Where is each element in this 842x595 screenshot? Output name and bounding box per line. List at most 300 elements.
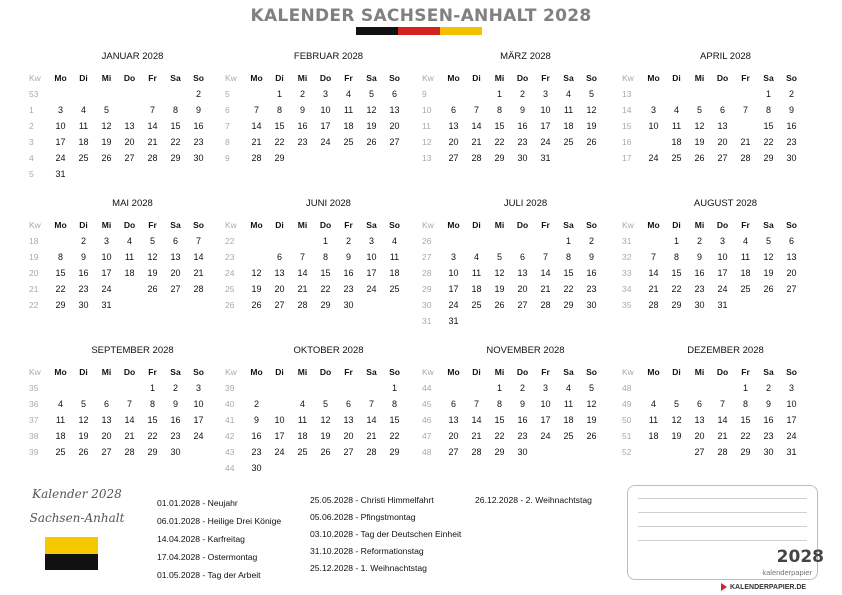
day-cell <box>488 281 511 297</box>
day-cell <box>734 281 757 297</box>
day-cell <box>360 412 383 428</box>
day-number: 22 <box>494 431 505 441</box>
day-number: 19 <box>78 431 89 441</box>
day-number: 29 <box>740 447 751 457</box>
weekday-header: So <box>193 367 204 377</box>
day-cell <box>711 150 734 166</box>
month-grid <box>224 364 409 476</box>
week-number: 20 <box>29 268 39 278</box>
day-cell <box>49 396 72 412</box>
day-number: 30 <box>786 153 797 163</box>
month-grid <box>28 70 213 182</box>
day-number: 25 <box>124 284 135 294</box>
day-cell <box>314 86 337 102</box>
day-number: 27 <box>389 137 400 147</box>
day-cell <box>488 265 511 281</box>
day-number: 12 <box>494 268 505 278</box>
day-number: 3 <box>103 236 109 246</box>
weekday-header: Di <box>672 367 681 377</box>
day-cell <box>95 428 118 444</box>
empty-day-cell <box>534 313 557 329</box>
day-cell <box>757 249 780 265</box>
day-cell <box>711 118 734 134</box>
day-cell <box>245 428 268 444</box>
day-cell <box>780 233 803 249</box>
day-cell <box>534 249 557 265</box>
day-cell <box>383 134 406 150</box>
day-cell <box>465 150 488 166</box>
empty-day-cell <box>465 86 488 102</box>
empty-day-cell <box>580 444 603 460</box>
empty-day-cell <box>465 380 488 396</box>
day-number: 5 <box>673 399 679 409</box>
day-cell <box>711 428 734 444</box>
day-cell <box>164 265 187 281</box>
day-cell <box>49 118 72 134</box>
day-number: 23 <box>193 137 204 147</box>
day-cell <box>711 281 734 297</box>
weekday-header: So <box>389 73 400 83</box>
day-number: 12 <box>251 268 262 278</box>
day-cell <box>757 134 780 150</box>
day-number: 18 <box>389 268 400 278</box>
week-number: 13 <box>622 89 632 99</box>
day-number: 30 <box>517 153 528 163</box>
day-cell <box>580 297 603 313</box>
day-number: 30 <box>251 463 262 473</box>
day-cell <box>580 380 603 396</box>
month-block <box>621 197 806 313</box>
day-cell <box>164 444 187 460</box>
day-cell <box>245 150 268 166</box>
day-number: 28 <box>193 284 204 294</box>
day-number: 26 <box>251 300 262 310</box>
day-number: 29 <box>147 447 158 457</box>
day-number: 9 <box>253 415 259 425</box>
weekday-header: Mi <box>694 220 705 230</box>
weekday-header: Di <box>79 73 88 83</box>
day-number: 15 <box>389 415 400 425</box>
day-cell <box>780 265 803 281</box>
day-cell <box>465 265 488 281</box>
day-number: 8 <box>276 105 282 115</box>
week-number-header: Kw <box>422 220 434 230</box>
day-number: 5 <box>80 399 86 409</box>
empty-day-cell <box>734 86 757 102</box>
weekday-header: Fr <box>148 367 157 377</box>
day-number: 21 <box>648 284 659 294</box>
day-cell <box>187 118 210 134</box>
day-number: 28 <box>717 447 728 457</box>
empty-day-cell <box>245 86 268 102</box>
week-number-header: Kw <box>225 220 237 230</box>
day-cell <box>734 265 757 281</box>
month-name: SEPTEMBER 2028 <box>91 345 174 356</box>
day-number: 29 <box>389 447 400 457</box>
day-number: 10 <box>448 268 459 278</box>
week-number: 5 <box>29 169 34 179</box>
empty-day-cell <box>291 233 314 249</box>
day-number: 20 <box>389 121 400 131</box>
day-number: 5 <box>103 105 109 115</box>
day-cell <box>711 297 734 313</box>
day-number: 13 <box>124 121 135 131</box>
state-flag-black <box>45 554 98 571</box>
day-number: 9 <box>696 252 702 262</box>
day-cell <box>780 134 803 150</box>
day-cell <box>49 102 72 118</box>
day-cell <box>291 281 314 297</box>
day-number: 16 <box>517 121 528 131</box>
weekday-header: Mo <box>447 73 460 83</box>
day-cell <box>291 444 314 460</box>
day-cell <box>268 249 291 265</box>
day-number: 23 <box>763 431 774 441</box>
day-number: 27 <box>786 284 797 294</box>
day-number: 22 <box>274 137 285 147</box>
day-cell <box>118 150 141 166</box>
empty-day-cell <box>72 380 95 396</box>
weekday-header: Mo <box>54 367 67 377</box>
day-cell <box>49 150 72 166</box>
week-number: 44 <box>422 383 432 393</box>
day-cell <box>642 396 665 412</box>
brand-text: KALENDERPAPIER.DE <box>730 583 807 591</box>
day-cell <box>141 428 164 444</box>
day-number: 17 <box>320 121 331 131</box>
day-number: 8 <box>149 399 155 409</box>
day-number: 15 <box>274 121 285 131</box>
empty-day-cell <box>245 233 268 249</box>
holiday-item: 06.01.2028 - Heilige Drei Könige <box>157 516 282 526</box>
day-cell <box>757 233 780 249</box>
weekday-header: So <box>786 367 797 377</box>
weekday-header: So <box>389 220 400 230</box>
day-number: 15 <box>55 268 66 278</box>
empty-day-cell <box>442 380 465 396</box>
day-number: 28 <box>251 153 262 163</box>
weekday-header: Di <box>472 367 481 377</box>
day-number: 12 <box>763 252 774 262</box>
day-number: 8 <box>496 105 502 115</box>
day-cell <box>187 102 210 118</box>
day-number: 27 <box>717 153 728 163</box>
day-cell <box>488 297 511 313</box>
day-number: 17 <box>366 268 377 278</box>
day-number: 21 <box>251 137 262 147</box>
day-cell <box>245 102 268 118</box>
day-number: 30 <box>517 447 528 457</box>
day-number: 27 <box>124 153 135 163</box>
empty-day-cell <box>688 380 711 396</box>
day-cell <box>383 444 406 460</box>
day-number: 21 <box>540 284 551 294</box>
day-cell <box>72 150 95 166</box>
day-cell <box>557 281 580 297</box>
day-number: 26 <box>494 300 505 310</box>
day-cell <box>511 281 534 297</box>
week-number: 31 <box>422 316 432 326</box>
empty-day-cell <box>337 380 360 396</box>
day-cell <box>442 444 465 460</box>
empty-day-cell <box>49 380 72 396</box>
day-cell <box>337 233 360 249</box>
weekday-header: Sa <box>170 220 181 230</box>
day-number: 12 <box>586 105 597 115</box>
weekday-header: Mi <box>101 367 112 377</box>
day-cell <box>642 265 665 281</box>
day-number: 9 <box>519 399 525 409</box>
day-cell <box>337 86 360 102</box>
day-cell <box>711 134 734 150</box>
day-cell <box>49 281 72 297</box>
day-number: 3 <box>719 236 725 246</box>
week-number: 26 <box>225 300 235 310</box>
day-cell <box>557 265 580 281</box>
day-cell <box>442 265 465 281</box>
day-cell <box>688 265 711 281</box>
day-cell <box>72 134 95 150</box>
day-cell <box>711 249 734 265</box>
day-cell <box>245 396 268 412</box>
day-number: 12 <box>671 415 682 425</box>
day-cell <box>360 428 383 444</box>
day-number: 18 <box>563 121 574 131</box>
day-cell <box>49 166 72 182</box>
weekday-header: Do <box>516 73 529 83</box>
day-cell <box>780 396 803 412</box>
day-number: 1 <box>742 383 748 393</box>
day-cell <box>72 265 95 281</box>
day-cell <box>291 249 314 265</box>
day-cell <box>187 380 210 396</box>
day-cell <box>580 233 603 249</box>
weekday-header: Mi <box>101 220 112 230</box>
day-cell <box>688 150 711 166</box>
empty-day-cell <box>465 233 488 249</box>
day-number: 17 <box>448 284 459 294</box>
empty-day-cell <box>511 313 534 329</box>
day-cell <box>164 380 187 396</box>
weekday-header: Do <box>319 73 332 83</box>
day-number: 31 <box>101 300 112 310</box>
day-cell <box>688 444 711 460</box>
day-cell <box>383 428 406 444</box>
day-cell <box>534 428 557 444</box>
weekday-header: Do <box>123 367 136 377</box>
week-number: 38 <box>29 431 39 441</box>
day-number: 25 <box>471 300 482 310</box>
week-number-header: Kw <box>422 73 434 83</box>
weekday-header: Sa <box>366 220 377 230</box>
day-number: 14 <box>193 252 204 262</box>
empty-day-cell <box>360 460 383 476</box>
weekday-header: Fr <box>741 73 750 83</box>
day-cell <box>95 297 118 313</box>
day-cell <box>688 249 711 265</box>
day-cell <box>164 396 187 412</box>
week-number: 47 <box>422 431 432 441</box>
day-cell <box>580 281 603 297</box>
day-cell <box>665 428 688 444</box>
day-cell <box>465 396 488 412</box>
state-flag-yellow <box>45 537 98 554</box>
empty-day-cell <box>141 86 164 102</box>
month-name: MAI 2028 <box>112 198 153 209</box>
day-number: 14 <box>251 121 262 131</box>
day-cell <box>383 396 406 412</box>
weekday-header: So <box>586 367 597 377</box>
day-cell <box>757 86 780 102</box>
day-number: 22 <box>763 137 774 147</box>
day-cell <box>580 118 603 134</box>
empty-day-cell <box>95 380 118 396</box>
day-number: 28 <box>540 300 551 310</box>
brand-logo[interactable] <box>721 583 806 591</box>
month-grid <box>421 364 606 460</box>
holiday-day-cell <box>734 118 757 134</box>
week-number: 32 <box>622 252 632 262</box>
day-cell <box>187 86 210 102</box>
day-cell <box>164 118 187 134</box>
day-cell <box>164 233 187 249</box>
day-number: 16 <box>763 415 774 425</box>
day-number: 27 <box>448 447 459 457</box>
day-number: 18 <box>78 137 89 147</box>
day-cell <box>314 444 337 460</box>
weekday-header: Fr <box>148 220 157 230</box>
day-number: 25 <box>78 153 89 163</box>
day-number: 4 <box>391 236 397 246</box>
month-name: JUNI 2028 <box>306 198 351 209</box>
day-cell <box>465 118 488 134</box>
day-number: 20 <box>448 431 459 441</box>
day-cell <box>642 102 665 118</box>
day-cell <box>187 428 210 444</box>
empty-day-cell <box>383 460 406 476</box>
day-number: 13 <box>694 415 705 425</box>
day-cell <box>688 233 711 249</box>
day-cell <box>488 428 511 444</box>
day-cell <box>465 412 488 428</box>
weekday-header: So <box>786 220 797 230</box>
day-cell <box>72 396 95 412</box>
flag-stripe-gold <box>440 27 482 35</box>
day-number: 1 <box>57 236 63 246</box>
day-cell <box>245 412 268 428</box>
holiday-day-cell <box>118 102 141 118</box>
day-cell <box>314 396 337 412</box>
day-number: 15 <box>170 121 181 131</box>
day-number: 11 <box>55 415 66 425</box>
holiday-day-cell <box>268 396 291 412</box>
day-number: 27 <box>343 447 354 457</box>
day-number: 22 <box>320 284 331 294</box>
empty-day-cell <box>488 233 511 249</box>
day-cell <box>95 396 118 412</box>
day-cell <box>164 134 187 150</box>
day-cell <box>642 297 665 313</box>
day-cell <box>314 102 337 118</box>
day-number: 1 <box>496 383 502 393</box>
week-number: 3 <box>29 137 34 147</box>
day-number: 19 <box>763 268 774 278</box>
day-cell <box>141 380 164 396</box>
weekday-header: Di <box>275 367 284 377</box>
holiday-item: 01.01.2028 - Neujahr <box>157 498 238 508</box>
day-number: 16 <box>694 268 705 278</box>
day-cell <box>757 428 780 444</box>
day-cell <box>337 396 360 412</box>
weekday-header: Do <box>716 367 729 377</box>
footer-script-state: Sachsen-Anhalt <box>29 511 125 525</box>
week-number: 28 <box>422 268 432 278</box>
week-number: 35 <box>622 300 632 310</box>
day-number: 30 <box>763 447 774 457</box>
day-number: 16 <box>786 121 797 131</box>
day-number: 20 <box>170 268 181 278</box>
day-number: 11 <box>648 415 659 425</box>
day-cell <box>383 281 406 297</box>
week-number: 18 <box>29 236 39 246</box>
month-grid <box>224 217 409 313</box>
day-number: 26 <box>694 153 705 163</box>
day-number: 13 <box>101 415 112 425</box>
month-name: APRIL 2028 <box>700 51 751 62</box>
day-cell <box>757 102 780 118</box>
day-cell <box>442 150 465 166</box>
day-number: 20 <box>694 431 705 441</box>
day-cell <box>314 412 337 428</box>
day-cell <box>187 150 210 166</box>
day-cell <box>688 412 711 428</box>
day-number: 27 <box>101 447 112 457</box>
day-cell <box>164 428 187 444</box>
weekday-header: Mi <box>297 73 308 83</box>
notes-line <box>638 526 807 527</box>
day-cell <box>95 150 118 166</box>
day-number: 22 <box>671 284 682 294</box>
day-cell <box>360 102 383 118</box>
day-number: 5 <box>496 252 502 262</box>
day-number: 10 <box>101 252 112 262</box>
day-number: 26 <box>147 284 158 294</box>
day-cell <box>711 444 734 460</box>
day-number: 24 <box>540 137 551 147</box>
day-cell <box>511 118 534 134</box>
day-cell <box>734 249 757 265</box>
weekday-header: Fr <box>541 367 550 377</box>
day-cell <box>488 118 511 134</box>
day-number: 22 <box>55 284 66 294</box>
weekday-header: Mo <box>647 73 660 83</box>
day-cell <box>337 134 360 150</box>
day-cell <box>442 297 465 313</box>
week-number: 27 <box>422 252 432 262</box>
day-cell <box>580 102 603 118</box>
month-block <box>28 344 213 460</box>
day-number: 16 <box>170 415 181 425</box>
day-number: 21 <box>366 431 377 441</box>
day-cell <box>72 233 95 249</box>
day-cell <box>642 412 665 428</box>
weekday-header: Sa <box>763 220 774 230</box>
month-name: JULI 2028 <box>503 198 548 209</box>
day-cell <box>164 412 187 428</box>
day-cell <box>164 150 187 166</box>
day-cell <box>360 265 383 281</box>
holiday-day-cell <box>49 233 72 249</box>
